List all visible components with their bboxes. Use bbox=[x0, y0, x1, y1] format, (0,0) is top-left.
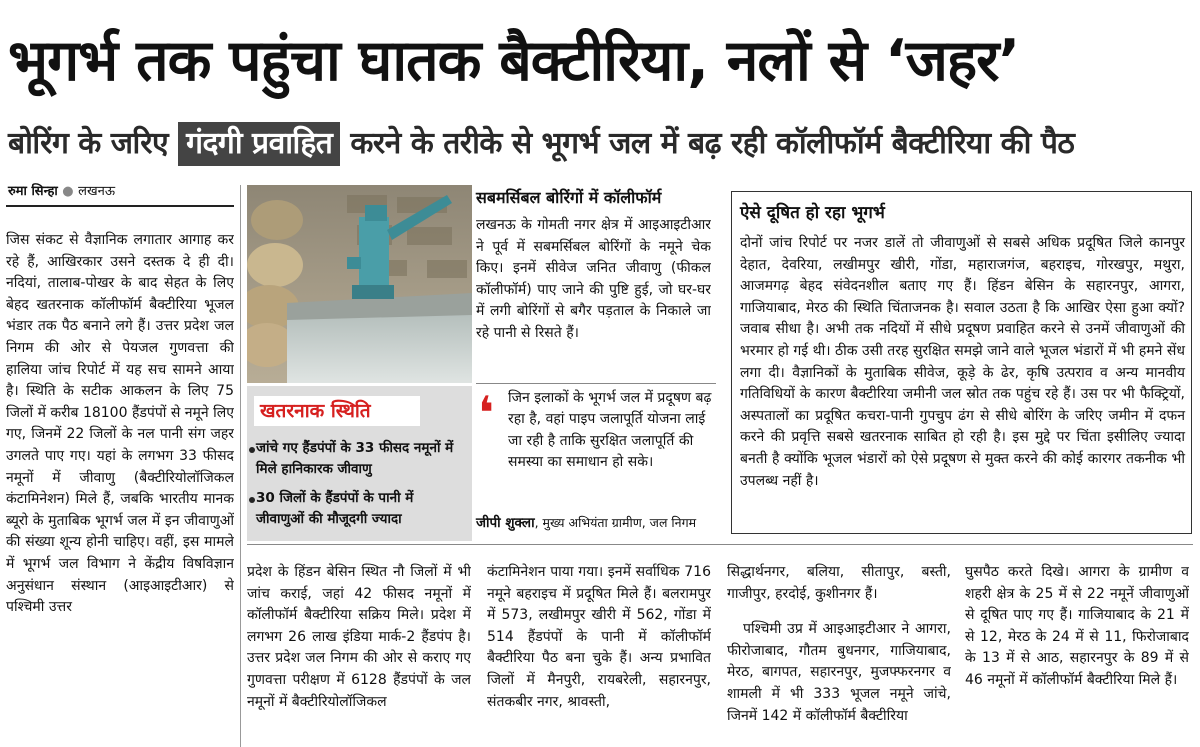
quote-designation: , मुख्य अभियंता ग्रामीण, जल निगम bbox=[534, 515, 697, 530]
submersible-body bbox=[476, 215, 711, 385]
byline-separator-icon: ● bbox=[62, 184, 74, 199]
byline bbox=[8, 182, 115, 202]
column-3-text: कंटामिनेशन पाया गया। इनमें सर्वाधिक 716 नमूने बहराइच में प्रदूषित मिले हैं। बलरामपुर में 573, लखीमपुर खीरी में 562, गोंडा में 514 हैंडपंपों के पानी में कॉलीफॉर्म बैक्टीरिया पैठ बना चुके हैं। अन्य प्रभावित जिलों में मैनपुरी, रायबरेली, सहारनपुर, संतकबीर नगर, श्रावस्ती, bbox=[487, 564, 711, 710]
submersible-title: सबमर्सिबल बोरिंगों में कॉलीफॉर्म bbox=[476, 188, 662, 207]
column-4-text-b: पश्चिमी उप्र में आइआइटीआर ने आगरा, फीरोजाबाद, गौतम बुधनगर, गाजियाबाद, मेरठ, बागपत, सहारनपुर, मुजफ्फरनगर व शामली में भी 333 भूजल नमूने जांचे, जिनमें 142 में कॉलीफॉर्म बैक्टीरिया bbox=[727, 621, 951, 724]
column-5-text: घुसपैठ करते दिखे। आगरा के ग्रामीण व शहरी क्षेत्र के 25 में से 22 नमूनें जीवाणुओं से दूषित पाए गए हैं। गाजियाबाद के 21 में से 12, मेरठ के 24 में से 11, फिरोजाबाद के 13 में से आठ, सहारनपुर के 89 में से 46 नमूनों में कॉलीफॉर्म बैक्टीरिया मिले हैं। bbox=[965, 564, 1189, 688]
quote-mark-icon: ❛ bbox=[478, 386, 494, 440]
bullet-icon bbox=[249, 497, 255, 503]
column-1-text: जिस संकट से वैज्ञानिक लगातार आगाह कर रहे हैं, आखिरकार उसने दस्तक दे ही दी। नदियां, तालाब-पोखर के बाद सेहत के लिए बेहद खतरनाक कॉलीफॉर्म बैक्टीरिया भूजल भंडार तक पैठ बनाने लगे हैं। उत्तर प्रदेश जल निगम की ओर से पेयजल गुणवत्ता की हालिया जांच रिपोर्ट में यह सच सामने आया है। स्थिति के सटीक आकलन के लिए 75 जिलों में करीब 18100 हैंडपंपों से नमूने लिए गए, जिनमें 22 जिलों के नल पानी संग जहर उगलते पाए गए। यहां के लगभग 33 फीसद नमूनों में जीवाणु (बैक्टीरियोलॉजिकल कंटामिनेशन) मिले हैं, जबकि भारतीय मानक ब्यूरो के मुताबिक भूगर्भ जल में इन जीवाणुओं की संख्या शून्य होनी चाहिए। वहीं, इस मामले में भूगर्भ जल विभाग ने केंद्रीय विषविज्ञान अनुसंधान संस्थान (आइआइटीआर) से पश्चिमी उत्तर bbox=[6, 232, 234, 616]
byline-rule bbox=[6, 205, 234, 207]
quote-name: जीपी शुक्ला bbox=[476, 515, 535, 531]
sidebar-box-body: दोनों जांच रिपोर्ट पर नजर डालें तो जीवाणुओं से सबसे अधिक प्रदूषित जिले कानपुर देहात, देवरिया, लखीमपुर खीरी, गोंडा, महाराजगंज, बहराइच, गोरखपुर, मथुरा, आजमगढ़ बेहद संवेदनशील बताए गए हैं। हिंडन बेसिन के सहारनपुर, आगरा, गाजियाबाद, मेरठ की स्थिति चिंताजनक है। सवाल उठता है कि आखिर ऐसा हुआ क्यों? जवाब सीधा है। अभी तक नदियों में सीधे प्रदूषण प्रवाहित करने से उनमें जीवाणुओं की भरमार हो गई थी। ठीक उसी तरह सुरक्षित समझे जाने वाले भूजल भंडारों में भी हमने सेंध लगा दी। वैज्ञानिकों के मुताबिक सीवेज, कूड़े के ढेर, कृषि उत्पराव व अन्य मानवीय गतिविधियों के कारण बैक्टीरिया जमीनी जल स्रोत तक पहुंच रहे हैं। उस पर भी फैक्ट्रियों, अस्पतालों का प्रदूषित कचरा-पानी गुपचुप ढंग से सीधे बोरिंग के जरिए जमीन में दफन करने की प्रवृत्ति सबसे खतरनाक साबित हो रही है। इस मुद्दे पर चिंता इसीलिए ज्यादा बनती है क्योंकि भूजल भंडारों को ऐसे प्रदूषण से मुक्त करने की कोई कारगर तकनीक भी उपलब्ध नहीं है। bbox=[740, 235, 1185, 489]
headline: भूगर्भ तक पहुंचा घातक बैक्टीरिया, नलों से ‘जहर’ bbox=[8, 28, 1020, 94]
column-4-text-a: सिद्धार्थनगर, बलिया, सीतापुर, बस्ती, गाजीपुर, हरदोई, कुशीनगर हैं। bbox=[727, 564, 951, 602]
article-column-3 bbox=[487, 548, 711, 747]
quote-attribution bbox=[476, 514, 716, 532]
article-column-2 bbox=[247, 548, 471, 747]
byline-location: लखनऊ bbox=[78, 184, 116, 199]
subheadline bbox=[8, 120, 1193, 168]
column-divider bbox=[240, 185, 241, 747]
handpump-photo bbox=[247, 185, 472, 383]
handpump-illustration bbox=[247, 185, 472, 383]
quote-rule bbox=[476, 383, 716, 384]
danger-title: खतरनाक स्थिति bbox=[254, 396, 420, 426]
danger-item-1: जांचे गए हैंडपंपों के 33 फीसद नमूनों में मिले हानिकारक जीवाणु bbox=[256, 440, 454, 477]
bottom-rule bbox=[247, 544, 1193, 545]
quote-text: जिन इलाकों के भूगर्भ जल में प्रदूषण बढ़ रहा है, वहां पाइप जलापूर्ति योजना लाई जा रही है ताकि सुरक्षित जलापूर्ति की समस्या का समाधान हो सके। bbox=[508, 390, 712, 471]
column-2-text: प्रदेश के हिंडन बेसिन स्थित नौ जिलों में भी जांच कराई, जहां 42 फीसद नमूनों में कॉलीफॉर्म बैक्टीरिया सक्रिय मिले। प्रदेश में लगभग 26 लाख इंडिया मार्क-2 हैंडपंप है। उत्तर प्रदेश जल निगम की ओर से कराए गए गुणवत्ता परीक्षण में 6128 हैंडपंपों के जल नमूनों में बैक्टीरियोलॉजिकल bbox=[247, 564, 471, 710]
sidebar-box-title: ऐसे दूषित हो रहा भूगर्भ bbox=[740, 203, 885, 223]
article-column-1 bbox=[6, 230, 234, 747]
byline-author: रुमा सिन्हा bbox=[8, 184, 58, 199]
article-column-4 bbox=[727, 548, 951, 747]
bullet-icon bbox=[249, 447, 255, 453]
subhead-after: करने के तरीके से भूगर्भ जल में बढ़ रही कॉलीफॉर्म बैक्टीरिया की पैठ bbox=[350, 126, 1075, 161]
danger-item-2: 30 जिलों के हैंडपंपों के पानी में जीवाणुओं की मौजूदगी ज्यादा bbox=[256, 490, 414, 527]
article-column-5 bbox=[965, 548, 1189, 747]
subhead-highlight: गंदगी प्रवाहित bbox=[178, 122, 340, 166]
submersible-text: लखनऊ के गोमती नगर क्षेत्र में आइआइटीआर ने पूर्व में सबमर्सिबल बोरिंगों के नमूने चेक किए। इनमें सीवेज जनित जीवाणु (फीकल कॉलीफॉर्म) पाए जाने की पुष्टि हुई, जो घर-घर में लगी बोरिंगों से बगैर पड़ताल के निकाले जा रहे पानी से रिसते हैं। bbox=[476, 217, 711, 341]
subhead-before: बोरिंग के जरिए bbox=[8, 126, 169, 161]
